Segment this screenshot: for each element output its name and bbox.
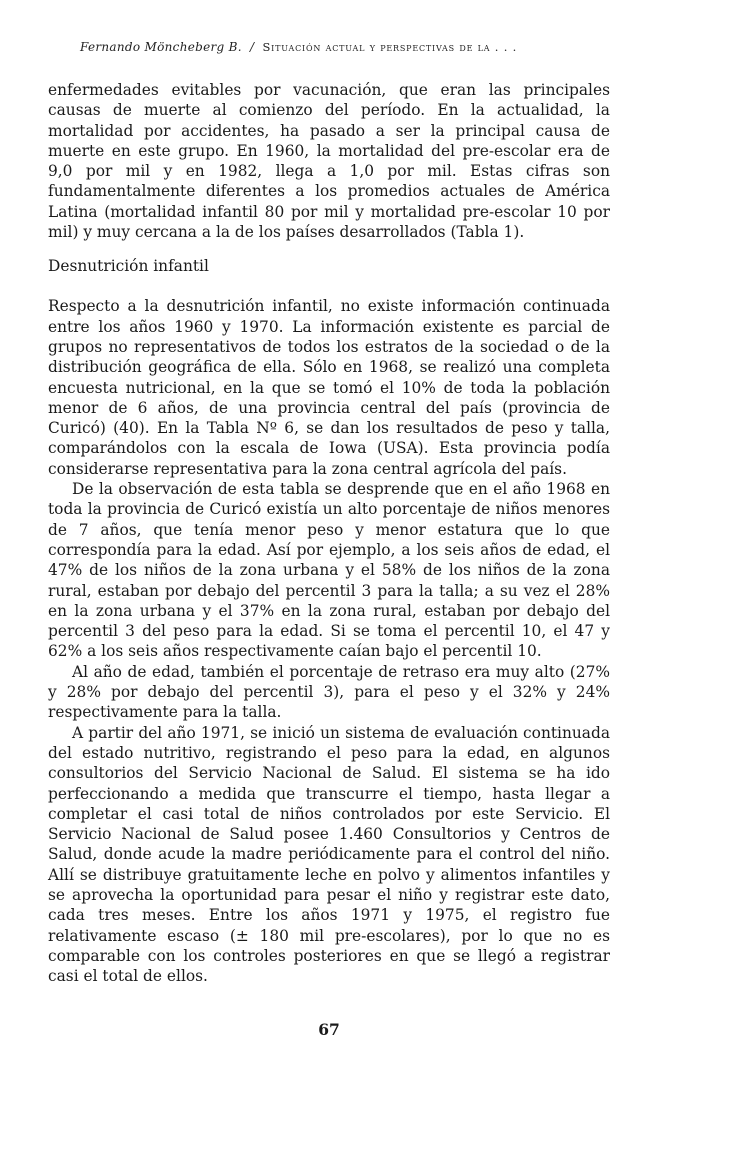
paragraph-3: Al año de edad, también el porcentaje de retraso era muy alto (27% y 28% por debajo del percentil 3), para el peso y el 32% y 24% respectivamente para la talla. (48, 662, 610, 722)
paragraph-1: Respecto a la desnutrición infantil, no existe información continuada entre los años 1960 y 1970. La información existente es parcial de grupos no representativos de todos los estratos de la sociedad o de la distribución geográfica de ella. Sólo en 1968, se realizó una completa encuesta nutricional, en la que se tomó el 10% de toda la población menor de 6 años, de una provincia central del país (provincia de Curicó) (40). En la Tabla Nº 6, se dan los resultados de peso y talla, comparándolos con la escala de Iowa (USA). Esta provincia podía considerarse representativa para la zona central agrícola del país. (48, 297, 610, 478)
page-number: 67 (318, 1020, 340, 1039)
section-heading: Desnutrición infantil (48, 257, 209, 276)
running-head-author: Fernando Möncheberg B. (80, 40, 242, 54)
paragraph-continued: enfermedades evitables por vacunación, que eran las principales causas de muerte al comienzo del período. En la actualidad, la mortalidad por accidentes, ha pasado a ser la principal causa de muerte en este grupo. En 1960, la mortalidad del pre-escolar era de 9,0 por mil y en 1982, llega a 1,0 por mil. Estas cifras son fundamentalmente diferentes a los promedios actuales de América Latina (mortalidad infantil 80 por mil y mortalidad pre-escolar 10 por mil) y muy cercana a la de los países desarrollados (Tabla 1). (48, 81, 610, 242)
paragraph-2: De la observación de esta tabla se desprende que en el año 1968 en toda la provincia de Curicó existía un alto porcentaje de niños menores de 7 años, que tenía menor peso y menor estatura que lo que correspondía para la edad. Así por ejemplo, a los seis años de edad, el 47% de los niños de la zona urbana y el 58% de los niños de la zona rural, estaban por debajo del percentil 3 para la talla; a su vez el 28% en la zona urbana y el 37% en la zona rural, estaban por debajo del percentil 3 del peso para la edad. Si se toma el percentil 10, el 47 y 62% a los seis años respectivamente caían bajo el percentil 10. (48, 480, 610, 661)
body-text (48, 80, 610, 986)
running-head-separator: / (250, 40, 255, 54)
paragraph-4: A partir del año 1971, se inició un sistema de evaluación continuada del estado nutritivo, registrando el peso para la edad, en algunos consultorios del Servicio Nacional de Salud. El sistema se ha ido perfeccionando a medida que transcurre el tiempo, hasta llegar a completar el casi total de niños controlados por este Servicio. El Servicio Nacional de Salud posee 1.460 Consultorios y Centros de Salud, donde acude la madre periódicamente para el control del niño. Allí se distribuye gratuitamente leche en polvo y alimentos infantiles y se aprovecha la oportunidad para pesar el niño y registrar este dato, cada tres meses. Entre los años 1971 y 1975, el registro fue relativamente escaso (± 180 mil pre-escolares), por lo que no es comparable con los controles posteriores en que se llegó a registrar casi el total de ellos. (48, 723, 610, 986)
running-head (80, 40, 610, 54)
running-head-title: Situación actual y perspectivas de la . . . (262, 40, 518, 54)
